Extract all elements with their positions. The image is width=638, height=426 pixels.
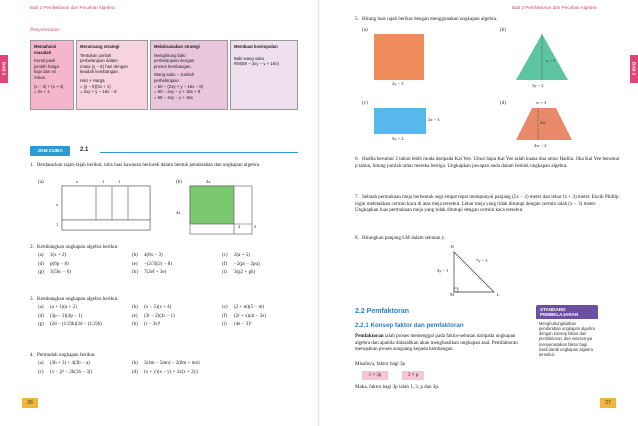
standard-title-2: PEMBELAJARAN — [540, 311, 579, 317]
q8-side-label: 4y − 1 — [437, 268, 449, 273]
question-6: 6. Hadila berumur 2 tahun lebih muda daripada Kai Yee. Umur bapa Kai Yee ialah kuasa dua umur Hadila. Jika Kai Yee berumur p tahun, hitung jumlah umur mereka bertiga. Ungkapkan jawapan anda dalam bentuk ungkapan algebra. — [355, 156, 620, 169]
q1b-label-top: 4x — [206, 179, 211, 184]
step-line: (x − 3) + (x + 4) — [34, 83, 64, 89]
factorisation-text: ialah proses memenggal pada faktor-sebutan daripada ungkapan algebra dan apabila didarabkan akan menghasilkan ungkapan asal. Pemfaktoran merupakan proses songsang kepada kembangan. — [355, 333, 518, 352]
exercise-item — [222, 322, 251, 328]
item-letter: (e) — [132, 261, 138, 267]
exercise-item — [132, 305, 171, 311]
standard-box — [536, 305, 598, 385]
step-line: jumlah harga — [34, 63, 59, 69]
question-1: 1. Berdasarkan rajah-rajah berikut, tulis luas kawasan berlorek dalam bentuk pendaraban dan ungkapan algebra. — [30, 162, 261, 168]
q1a-label-x-top: x — [76, 179, 79, 184]
item-expression: (3r − 2)(4r − 1) — [144, 313, 175, 319]
q5b-base-label: 3y − 2 — [532, 83, 544, 88]
exercise-item — [38, 270, 71, 276]
item-letter: (g) — [38, 322, 44, 327]
step-line: Hari × Harga — [80, 77, 105, 83]
item-expression: (a + 1)(a + 2) — [50, 305, 77, 310]
example-outro: Maka, faktor bagi 3p ialah 1, 3, p dan 3p. — [355, 384, 440, 390]
item-letter: (f) — [222, 261, 227, 267]
left-header: Bab 2 Pemfaktoran dan Pecahan Algebra — [30, 5, 115, 10]
q5-part-a: (a) — [362, 27, 368, 33]
item-expression: (x + y)(x − y) + 2x(x + 2y) — [144, 369, 198, 375]
q5c-rectangle — [374, 108, 426, 134]
step-line: = 2xy + y − 16x − 8 — [80, 89, 117, 95]
step-title: Merancang strategi — [80, 44, 120, 49]
question-2: 2. Kembangkan ungkapan algebra berikut. — [30, 244, 119, 250]
q3-text: Kembangkan ungkapan algebra berikut. — [37, 296, 119, 302]
q5c-base-label: 5x + 2 — [392, 136, 404, 141]
exercise-item — [38, 322, 102, 328]
item-expression: −2(pr − 2pq) — [234, 261, 260, 267]
q8-vertex-k: K — [451, 244, 455, 249]
item-letter: (g) — [38, 270, 44, 275]
q1a-label-x-side: x — [56, 202, 59, 207]
exercise-item — [222, 270, 255, 276]
q5-part-b: (b) — [500, 27, 506, 33]
standard-text: Menghubungkaitkan pendaraban ungkapan algebra dengan konsep faktor dan pemfaktoran, dan seterusnya menyenaraikan faktor bagi hasil darab ungkapan algebra tersebut. — [539, 320, 595, 358]
q1a-label-1b-top: 1 — [118, 179, 121, 184]
factorisation-body — [355, 333, 530, 353]
item-letter: (b) — [132, 253, 138, 258]
item-letter: (c) — [222, 305, 228, 310]
q8-triangle — [448, 248, 498, 298]
item-letter: (b) — [132, 305, 138, 310]
q8-vertex-m: M — [450, 292, 455, 297]
left-chapter-tab: BAB 2 — [0, 55, 8, 83]
item-expression: (3b + 3) + 4(3b − a) — [50, 361, 90, 366]
q5a-square — [374, 34, 424, 80]
factor-box-1: 1 × 3p — [362, 371, 388, 380]
item-expression: 2(a + 5) — [234, 253, 250, 258]
item-letter: (d) — [132, 369, 138, 375]
exercise-item — [132, 270, 166, 276]
item-expression: (4e − 3)² — [234, 322, 252, 327]
item-letter: (i) — [222, 270, 227, 275]
q5d-top-label: w + 3 — [536, 100, 547, 105]
step-line: perbelanjaan dengan — [154, 58, 195, 64]
step-line: = 58 − 2xy − y + 16x — [154, 94, 193, 100]
q1a-label-1-side: 1 — [56, 222, 59, 227]
jom-cuba-rule — [100, 152, 298, 153]
item-letter: (a) — [38, 253, 44, 258]
q1a-diagram — [56, 178, 156, 236]
jom-cuba-label: JOM CUBA — [37, 148, 63, 154]
item-expression: 3(g2 + gh) — [234, 270, 256, 275]
item-expression: (x − 5)(x + 4) — [144, 305, 172, 310]
step-line: = 50 − 2xy − y + 16x + 8 — [154, 89, 201, 95]
q7-text: Sebuah permukaan meja berbentuk segi empat tepat mempunyai panjang (5x − 2) meter dan lebar (x + 3) meter. Encik Phillip ingin meletakkan cermin kaca di atas meja tersebut. Lebar meja yang tidak ditutupi dengan cermin ialah (x − 3) meter. Ungkapkan luas permukaan meja yang tidak ditutupi dengan cermin kaca tersebut. — [355, 194, 619, 213]
step-understand — [30, 40, 74, 110]
step-line: rebus. — [34, 74, 46, 80]
exercise-item — [132, 322, 160, 328]
step-conclude — [230, 40, 298, 110]
q1b-label-2: 2 — [238, 224, 241, 229]
exercise-item — [132, 370, 198, 376]
exercise-item — [222, 314, 266, 320]
step-line: keadah kembangan. — [80, 69, 119, 75]
exercise-item — [132, 253, 163, 259]
item-letter: (b) — [132, 361, 138, 366]
exercise-item — [222, 305, 264, 311]
book-spine — [318, 0, 320, 426]
q1-part-b: (b) — [176, 179, 182, 185]
step-line: kopi dan mi — [34, 69, 56, 75]
factor-box-2: 3 × p — [402, 371, 424, 380]
q5d-base-label: 4w − 2 — [534, 143, 547, 148]
step-title: Membuat kesimpulan — [234, 44, 278, 49]
item-letter: (f) — [222, 313, 227, 319]
exercise-item — [38, 314, 82, 320]
exercise-item — [38, 370, 92, 376]
step-line: Wang saku − Jumlah — [154, 72, 195, 78]
q8-hyp-label: 7y − 3 — [476, 258, 488, 263]
item-letter: (c) — [38, 369, 44, 375]
jom-cuba-badge — [30, 146, 70, 156]
item-expression: −(2/3)(2r − 8) — [144, 261, 172, 267]
exercise-item — [38, 361, 90, 367]
item-letter: (i) — [222, 322, 227, 327]
q1b-label-side: 4x — [176, 210, 181, 215]
q5-text: Hitung luas rajah berikut dengan menggunakan ungkapan algebra. — [362, 16, 498, 22]
question-8: 8. Hitungkan panjang LM dalam sebutan y. — [355, 235, 446, 241]
q4-text: Permudah ungkapan berikut. — [37, 352, 96, 358]
q5a-label: 2y − 5 — [392, 81, 404, 86]
step-title: Memahami masalah — [34, 44, 57, 55]
question-4: 4. Permudah ungkapan berikut. — [30, 352, 96, 358]
question-5: 5. Hitung luas rajah berikut dengan menggunakan ungkapan algebra. — [355, 16, 498, 22]
item-expression: (2 + m)(5 − m) — [234, 305, 265, 310]
exercise-item — [38, 262, 69, 268]
item-expression: 7(2ef + 3e) — [144, 270, 167, 275]
q5c-side-label: 2x − 3 — [428, 117, 440, 122]
question-7: 7. Sebuah permukaan meja berbentuk segi empat tepat mempunyai panjang (5x − 2) meter dan lebar (x + 3) meter. Encik Phillip ingin meletakkan cermin kaca di atas meja tersebut. Lebar meja yang tidak ditutupi dengan cermin ialah (x − 3) meter. Ungkapkan luas permukaan meja yang tidak ditutupi dengan cermin kaca tersebut. — [355, 194, 619, 213]
item-letter: (a) — [38, 361, 44, 366]
item-expression: (r − 3s)² — [144, 322, 161, 327]
standard-title-1: STANDARD — [540, 306, 566, 312]
right-header: Bab 2 Pemfaktoran dan Pecahan Algebra — [512, 5, 597, 10]
q1b-diagram — [186, 178, 276, 238]
q1-part-a: (a) — [38, 179, 44, 185]
exercise-item — [132, 262, 172, 268]
item-expression: 3(4m − 5mn) − 2(8m + mn) — [144, 361, 200, 366]
item-expression: (x − j)² − 2h(3h − 3j) — [50, 369, 92, 375]
q8-vertex-l: L — [497, 292, 500, 297]
step-title: Melaksanakan strategi — [154, 44, 200, 49]
step-execute — [150, 40, 228, 110]
exercise-item — [132, 361, 200, 367]
item-letter: (a) — [38, 305, 44, 310]
q8-text: Hitungkan panjang LM dalam sebutan y. — [362, 235, 446, 241]
item-letter: (d) — [38, 313, 44, 319]
item-letter: (d) — [38, 261, 44, 267]
item-expression: (3p − 2)(4p − 1) — [50, 313, 83, 319]
exercise-item — [222, 253, 250, 259]
item-letter: (c) — [222, 253, 228, 258]
solution-label: Penyelesaian: — [30, 27, 61, 33]
item-letter: (h) — [132, 322, 138, 327]
item-letter: (e) — [132, 313, 138, 319]
q2-text: Kembangkan ungkapan algebra berikut. — [37, 244, 119, 250]
step-line: perbelanjaan dalam — [80, 58, 118, 64]
item-expression: 3(5bc − 6) — [50, 270, 71, 275]
step-line: RM(58 − 2xy − y + 16x) — [234, 61, 279, 67]
step-line: = 2x + 1 — [34, 89, 50, 95]
q1a-label-1-top: 1 — [102, 179, 105, 184]
right-page-number: 27 — [600, 398, 616, 408]
step-line: = 50 − (2xy + y − 16x − 8) — [154, 83, 204, 89]
right-chapter-tab: BAB 2 — [630, 55, 638, 83]
step-line: Kenal pasti — [34, 58, 56, 64]
item-expression: 3(x + 2) — [50, 253, 67, 258]
exercise-item — [38, 253, 66, 259]
q1-text: Berdasarkan rajah-rajah berikut, tulis luas kawasan berlorek dalam bentuk pendaraban dan ungkapan algebra. — [37, 162, 261, 168]
question-3: 3. Kembangkan ungkapan algebra berikut. — [30, 296, 119, 302]
item-expression: 4(8x − 3) — [144, 253, 163, 258]
step-line: Baki wang saku — [234, 55, 265, 61]
q5d-height-label: 2w — [540, 120, 546, 125]
jom-cuba-number: 2.1 — [80, 147, 89, 153]
q1b-label-3: 3 — [254, 224, 257, 229]
item-expression: (2r + s)(4r − 3s) — [234, 313, 267, 319]
q5b-height-label: y − 1 — [546, 58, 556, 63]
example-intro: Misalnya, faktor bagi 3p — [355, 361, 406, 367]
q5-part-c: (c) — [362, 100, 368, 106]
step-line: = (y − 8)(2x + 1) — [80, 83, 111, 89]
step-line: masa (y − 8) hari dengan — [80, 63, 128, 69]
factorisation-term: Pemfaktoran — [355, 333, 384, 339]
item-letter: (h) — [132, 270, 138, 275]
item-expression: p(6p − 8) — [50, 261, 69, 267]
step-line: Menghitung baki — [154, 52, 186, 58]
left-page-number: 26 — [22, 398, 38, 408]
section-title: 2.2 Pemfaktoran — [355, 308, 410, 315]
step-plan — [76, 40, 148, 110]
q5b-triangle — [514, 32, 570, 82]
subsection-title: 2.2.1 Konsep faktor dan pemfaktoran — [355, 322, 464, 329]
exercise-item — [132, 314, 175, 320]
step-line: Tentukan jumlah — [80, 52, 112, 58]
q6-text: Hadila berumur 2 tahun lebih muda daripada Kai Yee. Umur bapa Kai Yee ialah kuasa dua umur Hadila. Jika Kai Yee berumur p tahun, hitung jumlah umur mereka bertiga. Ungkapkan jawapan anda dalam bentuk ungkapan algebra. — [355, 156, 620, 169]
exercise-item — [222, 262, 260, 268]
step-line: proses kembangan. — [154, 63, 192, 69]
item-expression: (2d − (1/2)b)(3d − (1/2)b) — [50, 322, 102, 327]
q5-part-d: (d) — [500, 100, 506, 106]
step-line: perbelanjaan — [154, 77, 179, 83]
exercise-item — [38, 305, 77, 311]
